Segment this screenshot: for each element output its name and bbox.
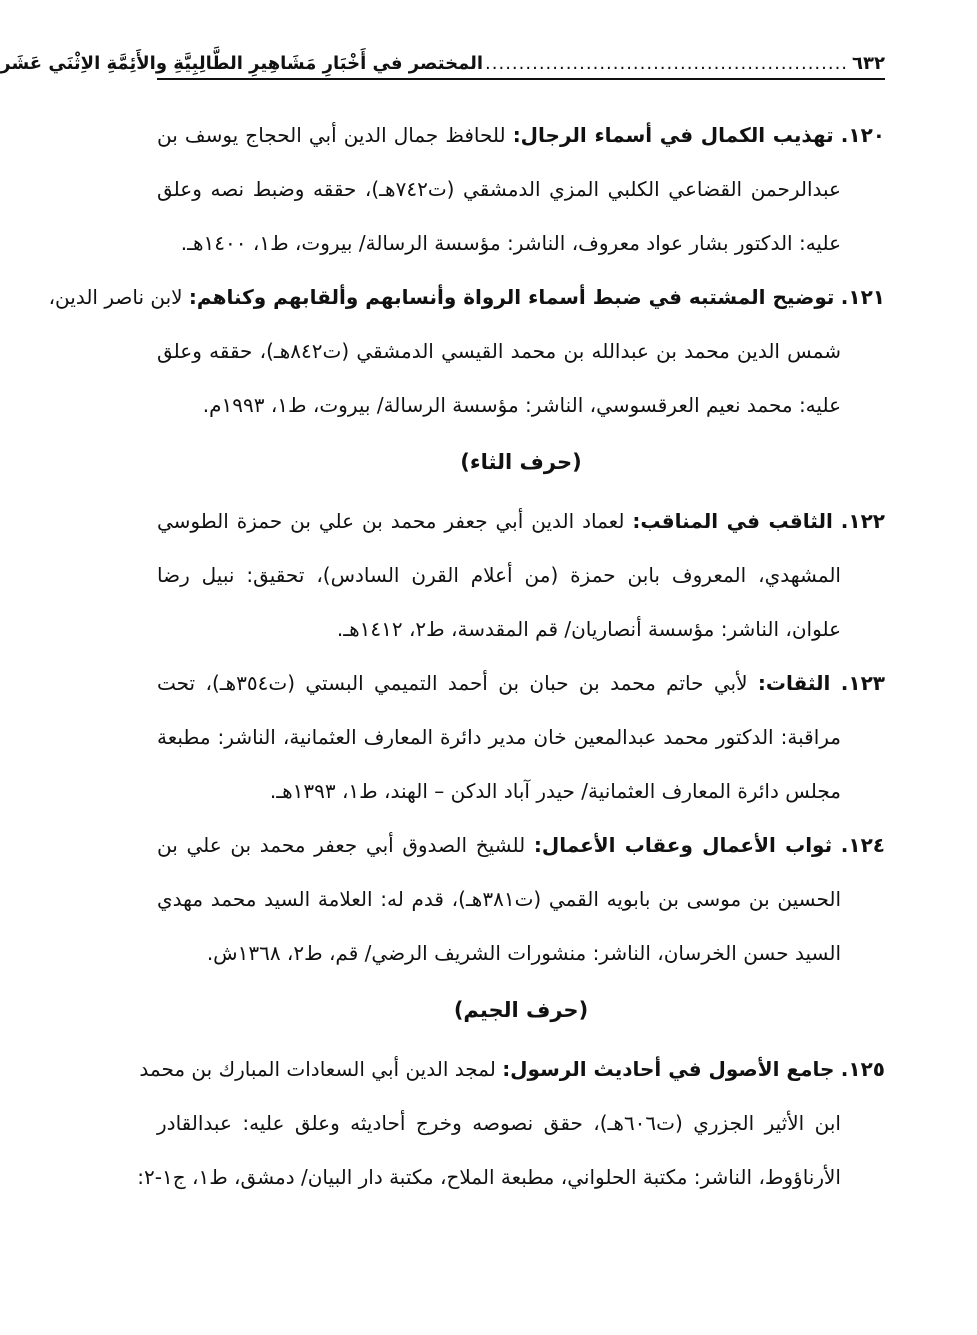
entry-number: ١٢٣.: [840, 671, 886, 695]
entry-title: توضيح المشتبه في ضبط أسماء الرواة وأنسابهم وألقابهم وكناهم:: [188, 285, 835, 309]
entry-text: لمجد الدين أبي السعادات المبارك بن محمد: [139, 1057, 496, 1081]
bibliography-entry: [157, 494, 885, 656]
entry-line: شمس الدين محمد بن عبدالله بن محمد القيسي الدمشقي (ت٨٤٢هـ)، حققه وعلق: [157, 339, 841, 363]
entry-line: المشهدي، المعروف بابن حمزة (من أعلام القرن السادس)، تحقيق: نبيل رضا: [157, 563, 841, 587]
entry-number: ١٢١.: [840, 285, 885, 309]
entry-line: [48, 270, 885, 324]
entry-text: لابن ناصر الدين،: [48, 285, 183, 309]
bibliography-entry: [48, 270, 885, 432]
entry-line: مجلس دائرة المعارف العثمانية/ حيدر آباد الدكن – الهند، ط١، ١٣٩٣هـ.: [269, 779, 841, 803]
entry-number: ١٢٢.: [840, 509, 886, 533]
entry-title: الثقات:: [757, 671, 831, 695]
entry-line: [157, 494, 885, 548]
entry-title: تهذيب الكمال في أسماء الرجال:: [512, 123, 834, 147]
section-heading-tha: (حرف الثاء): [460, 450, 582, 474]
entry-line: عليه: الدكتور بشار عواد معروف، الناشر: مؤسسة الرسالة/ بيروت، ط١، ١٤٠٠هـ.: [180, 231, 841, 255]
entry-line: عليه: محمد نعيم العرقسوسي، الناشر: مؤسسة الرسالة/ بيروت، ط١، ١٩٩٣م.: [202, 393, 841, 417]
entry-text: لعماد الدين أبي جعفر محمد بن علي بن حمزة الطوسي: [157, 509, 625, 533]
bibliography-entry: [157, 818, 885, 980]
entry-number: ١٢٥.: [840, 1057, 885, 1081]
bibliography-entry: [157, 108, 885, 270]
entry-line: السيد حسن الخرسان، الناشر: منشورات الشريف الرضي/ قم، ط٢، ١٣٦٨ش.: [206, 941, 841, 965]
entry-line: [139, 1042, 885, 1096]
bibliography-list: [48, 108, 886, 1204]
entry-line: عبدالرحمن القضاعي الكلبي المزي الدمشقي (ت٧٤٢هـ)، حققه وضبط نصه وعلق: [157, 177, 841, 201]
running-header: [0, 28, 885, 80]
entry-number: ١٢٤.: [840, 833, 885, 857]
entry-text: للشيخ الصدوق أبي جعفر محمد بن علي بن: [157, 833, 526, 857]
entry-title: ثواب الأعمال وعقاب الأعمال:: [533, 833, 833, 857]
book-title: المختصر في أَخْبَارِ مَشَاهِيرِ الطَّالِبِيَّةِ والأَئِمَّةِ الاِثْنَي عَشَر: [0, 53, 484, 74]
entry-line: ابن الأثير الجزري (ت٦٠٦هـ)، حقق نصوصه وخرج أحاديثه وعلق عليه: عبدالقادر: [157, 1111, 841, 1135]
page-number: ٦٣٢: [852, 53, 885, 74]
entry-line: الأرناؤوط، الناشر: مكتبة الحلواني، مطبعة الملاح، مكتبة دار البيان/ دمشق، ط١، ج١-٢:: [137, 1165, 841, 1189]
entry-line: الحسين بن موسى بن بابويه القمي (ت٣٨١هـ)، قدم له: العلامة السيد محمد مهدي: [157, 887, 842, 911]
entry-text: للحافظ جمال الدين أبي الحجاج يوسف بن: [157, 123, 506, 147]
entry-line: [157, 818, 885, 872]
entry-line: [157, 656, 885, 710]
entry-title: جامع الأصول في أحاديث الرسول:: [502, 1057, 835, 1081]
entry-title: الثاقب في المناقب:: [632, 509, 833, 533]
bibliography-entry: [157, 656, 885, 818]
entry-number: ١٢٠.: [840, 123, 885, 147]
entry-line: مراقبة: الدكتور محمد عبدالمعين خان مدير دائرة المعارف العثمانية، الناشر: مطبعة: [157, 725, 841, 749]
entry-line: [157, 108, 885, 162]
section-heading-jim: (حرف الجيم): [453, 998, 589, 1022]
entry-line: علوان، الناشر: مؤسسة أنصاريان/ قم المقدسة، ط٢، ١٤١٢هـ.: [336, 617, 841, 641]
bibliography-entry: [137, 1042, 885, 1204]
entry-text: لأبي حاتم محمد بن حبان بن أحمد التميمي البستي (ت٣٥٤هـ)، تحت: [157, 671, 748, 695]
header-leader-dots: ......................................................: [485, 53, 849, 74]
